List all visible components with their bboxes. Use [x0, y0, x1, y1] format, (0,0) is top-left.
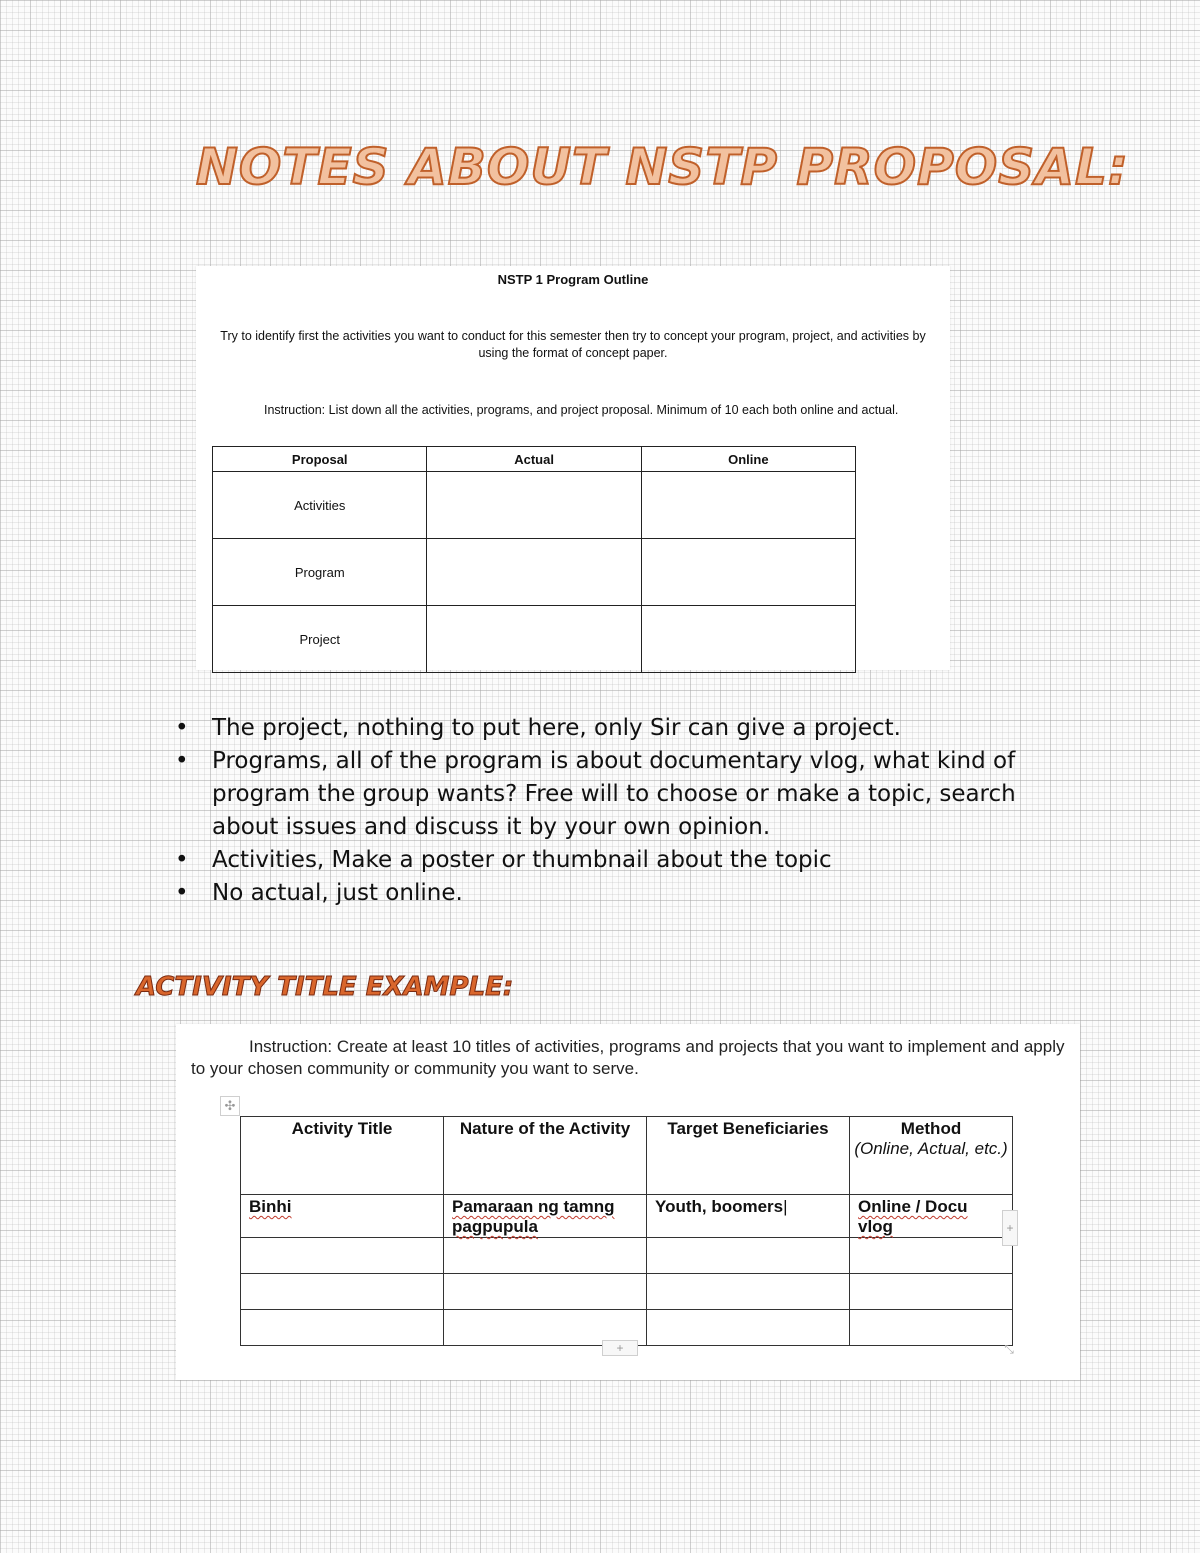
text-cursor: |	[783, 1197, 788, 1216]
note-text: No actual, just online.	[212, 880, 463, 906]
row-program: Program	[213, 539, 427, 606]
section-title: ACTIVITY TITLE EXAMPLE:	[136, 972, 514, 1002]
table-cell	[641, 606, 855, 673]
activity-table	[240, 1116, 1013, 1346]
row-project: Project	[213, 606, 427, 673]
list-item	[175, 877, 1035, 910]
note-text: The project, nothing to put here, only Sir can give a project.	[212, 715, 901, 741]
proposal-table-header	[213, 447, 856, 472]
cell-beneficiaries[interactable]: Youth, boomers|	[647, 1195, 850, 1238]
table-row	[213, 539, 856, 606]
list-item	[175, 745, 1035, 844]
bullet: •	[175, 748, 189, 774]
outline-intro: Try to identify first the activities you want to conduct for this semester then try to concept your program, project, and activities by using the format of concept paper.	[220, 329, 926, 360]
col-actual: Actual	[427, 447, 641, 472]
table-cell[interactable]	[850, 1310, 1013, 1346]
list-item	[175, 844, 1035, 877]
add-column-plus-icon[interactable]: +	[1002, 1210, 1018, 1246]
note-text: Activities, Make a poster or thumbnail about the topic	[212, 847, 832, 873]
table-row	[213, 606, 856, 673]
outline-instruction: Instruction: List down all the activities, programs, and project proposal. Minimum of 10 each both online and actual.	[264, 403, 899, 417]
row-activities: Activities	[213, 472, 427, 539]
col-method-label: Method	[900, 1119, 962, 1138]
table-cell	[427, 606, 641, 673]
activity-instruction: Instruction: Create at least 10 titles of activities, programs and projects that you want to implement and apply to your chosen community or community you want to serve.	[191, 1037, 1065, 1078]
col-proposal: Proposal	[213, 447, 427, 472]
move-handle-icon[interactable]: ✣	[220, 1096, 240, 1116]
table-cell[interactable]	[241, 1274, 444, 1310]
bullet: •	[175, 847, 189, 873]
bullet: •	[175, 880, 189, 906]
table-cell[interactable]	[647, 1238, 850, 1274]
col-activity-title: Activity Title	[241, 1117, 444, 1195]
add-row-plus-icon[interactable]: +	[602, 1340, 638, 1356]
table-cell[interactable]	[850, 1238, 1013, 1274]
table-row	[241, 1238, 1013, 1274]
table-row	[213, 472, 856, 539]
col-online: Online	[641, 447, 855, 472]
table-cell	[641, 472, 855, 539]
table-cell[interactable]	[647, 1310, 850, 1346]
table-cell[interactable]	[647, 1274, 850, 1310]
note-text: Programs, all of the program is about documentary vlog, what kind of program the group wants? Free will to choose or make a topic, search about issues and discuss it by your own opinion.	[212, 748, 1016, 840]
table-cell	[641, 539, 855, 606]
col-beneficiaries: Target Beneficiaries	[647, 1117, 850, 1195]
table-cell[interactable]	[444, 1274, 647, 1310]
bullet: •	[175, 715, 189, 741]
cell-nature[interactable]: Pamaraan ng tamng pagpupula	[444, 1195, 647, 1238]
notes-list	[175, 712, 1035, 910]
proposal-table	[212, 446, 856, 673]
outline-heading: NSTP 1 Program Outline	[497, 272, 649, 287]
page-title: NOTES ABOUT NSTP PROPOSAL:	[196, 138, 1129, 196]
cell-title[interactable]: Binhi	[241, 1195, 444, 1238]
table-cell	[427, 472, 641, 539]
col-method	[850, 1117, 1013, 1195]
table-cell[interactable]	[241, 1310, 444, 1346]
col-method-sub: (Online, Actual, etc.)	[854, 1139, 1008, 1158]
table-row	[241, 1274, 1013, 1310]
activity-titles-screenshot	[176, 1024, 1080, 1380]
cell-method[interactable]: Online / Docu vlog	[850, 1195, 1013, 1238]
resize-handle-icon[interactable]: ⤡	[1004, 1342, 1014, 1356]
activity-table-header	[241, 1117, 1013, 1195]
table-cell[interactable]	[444, 1238, 647, 1274]
col-nature: Nature of the Activity	[444, 1117, 647, 1195]
table-cell	[427, 539, 641, 606]
table-row	[241, 1195, 1013, 1238]
list-item	[175, 712, 1035, 745]
table-cell[interactable]	[241, 1238, 444, 1274]
table-cell[interactable]	[850, 1274, 1013, 1310]
program-outline-screenshot	[196, 266, 950, 670]
